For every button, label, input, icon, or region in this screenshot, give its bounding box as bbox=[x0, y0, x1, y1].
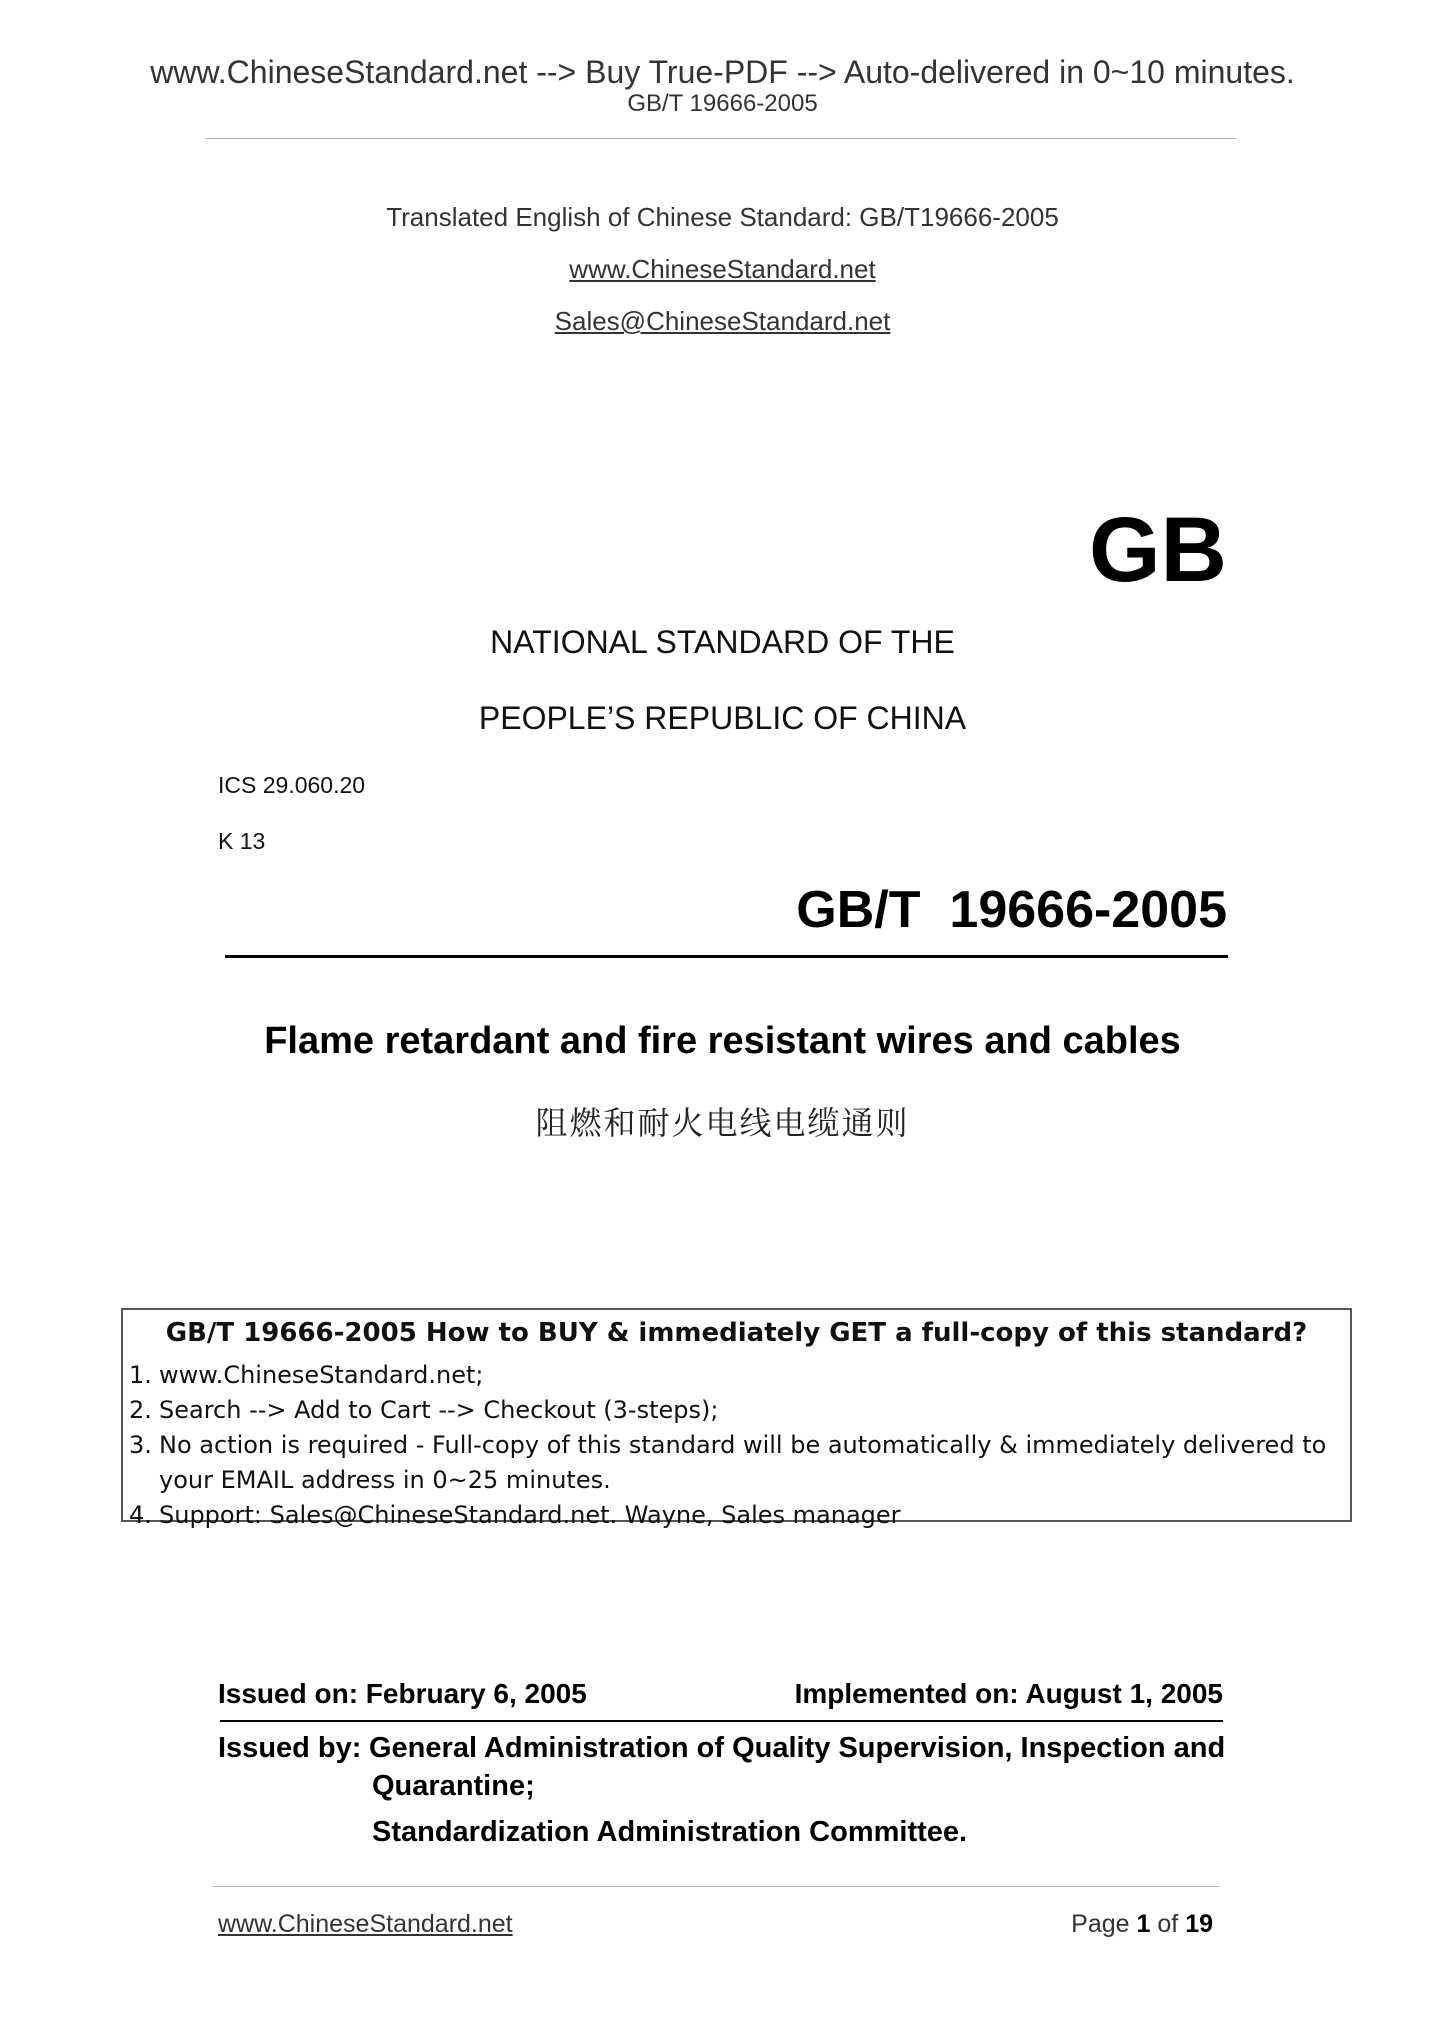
ics-code: ICS 29.060.20 bbox=[218, 772, 366, 798]
issuer2: Standardization Administration Committee. bbox=[372, 1816, 968, 1848]
sales-email-link[interactable]: Sales@ChineseStandard.net bbox=[554, 306, 891, 336]
buy-box-heading: GB/T 19666-2005 How to BUY & immediately GET a full-copy of this standard? bbox=[165, 1318, 1308, 1348]
footer-website-link[interactable]: www.ChineseStandard.net bbox=[218, 1910, 513, 1938]
footer-divider bbox=[213, 1886, 1219, 1887]
list-item bbox=[129, 1358, 1339, 1393]
step-text: Support: Sales@ChineseStandard.net. Wayne, Sales manager bbox=[159, 1501, 901, 1529]
header-divider bbox=[205, 138, 1236, 139]
title-chinese: 阻燃和耐火电线电缆通则 bbox=[535, 1105, 910, 1141]
step-number: 1. bbox=[129, 1361, 152, 1389]
list-item bbox=[129, 1428, 1339, 1498]
page-indicator bbox=[1071, 1910, 1213, 1939]
website-link[interactable]: www.ChineseStandard.net bbox=[569, 254, 876, 284]
header-standard-code: GB/T 19666-2005 bbox=[627, 90, 818, 117]
step-text: www.ChineseStandard.net; bbox=[159, 1361, 484, 1389]
list-item bbox=[129, 1498, 1339, 1533]
step-number: 3. bbox=[129, 1431, 152, 1459]
national-standard-line2: PEOPLE’S REPUBLIC OF CHINA bbox=[478, 700, 967, 736]
page-total: 19 bbox=[1185, 1910, 1213, 1938]
page-label: Page bbox=[1071, 1910, 1130, 1938]
buy-steps-list bbox=[129, 1358, 1339, 1533]
header-banner: www.ChineseStandard.net --> Buy True-PDF --> Auto-delivered in 0~10 minutes. bbox=[150, 54, 1295, 90]
buy-instructions-box bbox=[121, 1308, 1352, 1529]
list-item bbox=[129, 1393, 1339, 1428]
standard-code bbox=[796, 881, 1227, 939]
issued-by-label: Issued by: bbox=[218, 1732, 362, 1764]
page-of: of bbox=[1157, 1910, 1179, 1938]
step-number: 2. bbox=[129, 1396, 152, 1424]
implemented-on: Implemented on: August 1, 2005 bbox=[794, 1678, 1223, 1709]
gb-mark: GB bbox=[1089, 499, 1227, 601]
translated-title: Translated English of Chinese Standard: GB/T19666-2005 bbox=[386, 202, 1059, 232]
standard-code-text: GB/T 19666-2005 bbox=[796, 881, 1227, 939]
issued-on: Issued on: February 6, 2005 bbox=[218, 1678, 587, 1709]
step-text: No action is required - Full-copy of this standard will be automatically & immediately delivered to your EMAIL address in 0~25 minutes. bbox=[159, 1431, 1327, 1494]
title-english: Flame retardant and fire resistant wires and cables bbox=[264, 1020, 1181, 1062]
issuer-line1: General Administration of Quality Supervision, Inspection and bbox=[369, 1732, 1226, 1764]
step-number: 4. bbox=[129, 1501, 152, 1529]
k-code: K 13 bbox=[218, 828, 266, 854]
issue-divider bbox=[220, 1720, 1223, 1722]
page-current: 1 bbox=[1136, 1910, 1151, 1938]
step-text: Search --> Add to Cart --> Checkout (3-steps); bbox=[159, 1396, 719, 1424]
national-standard-line1: NATIONAL STANDARD OF THE bbox=[490, 624, 955, 660]
title-rule bbox=[225, 955, 1228, 958]
issuer-line2: Quarantine; bbox=[372, 1770, 535, 1802]
